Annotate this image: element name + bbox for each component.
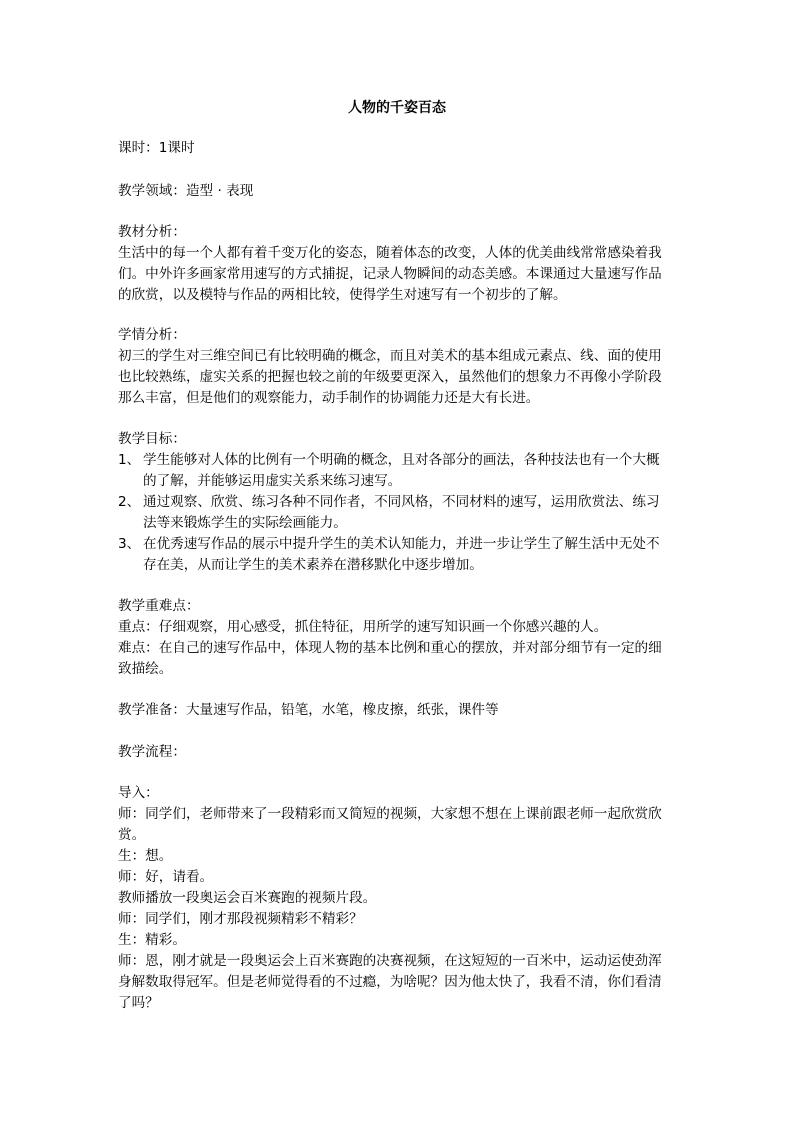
teaching-domain: 教学领域：造型 · 表现: [118, 183, 254, 199]
intro-line: 生：精彩。: [118, 932, 186, 948]
intro-heading: 导入：: [118, 785, 159, 801]
preparation-line: 教学准备：大量速写作品，铅笔，水笔，橡皮擦，纸张，课件等: [118, 702, 499, 718]
objective-line: 的了解，并能够运用虚实关系来练习速写。: [143, 473, 402, 489]
key-points-line: 难点：在自己的速写作品中，体现人物的基本比例和重心的摆放，并对部分细节有一定的细: [118, 640, 662, 656]
student-analysis-line: 也比较熟练，虚实关系的把握也较之前的年级要更深入，虽然他们的想象力不再像小学阶段: [118, 369, 662, 385]
objective-line: 学生能够对人体的比例有一个明确的概念，且对各部分的画法，各种技法也有一个大概: [143, 452, 660, 468]
objective-number: 1、: [118, 452, 141, 468]
textbook-analysis-line: 的欣赏，以及模特与作品的两相比较，使得学生对速写有一个初步的了解。: [118, 287, 567, 303]
objective-line: 法等来锻炼学生的实际绘画能力。: [143, 515, 347, 531]
intro-line: 生：想。: [118, 848, 173, 864]
key-points-line: 致描绘。: [118, 661, 173, 677]
process-heading: 教学流程：: [118, 744, 186, 760]
key-points-line: 重点：仔细观察，用心感受，抓住特征，用所学的速写知识画一个你感兴趣的人。: [118, 619, 608, 635]
intro-line: 教师播放一段奥运会百米赛跑的视频片段。: [118, 890, 377, 906]
intro-line: 身解数取得冠军。但是老师觉得看的不过瘾，为啥呢？因为他太快了，我看不清，你们看清: [118, 974, 662, 990]
document-title: 人物的千姿百态: [348, 100, 446, 116]
objective-line: 存在美，从而让学生的美术素养在潜移默化中逐步增加。: [143, 557, 483, 573]
textbook-analysis-heading: 教材分析：: [118, 224, 186, 240]
class-hours: 课时：1课时: [118, 140, 195, 156]
student-analysis-line: 那么丰富，但是他们的观察能力，动手制作的协调能力还是大有长进。: [118, 390, 540, 406]
student-analysis-line: 初三的学生对三维空间已有比较明确的概念，而且对美术的基本组成元素点、线、面的使用: [118, 348, 662, 364]
key-points-heading: 教学重难点：: [118, 598, 200, 614]
student-analysis-heading: 学情分析：: [118, 327, 186, 343]
objectives-heading: 教学目标：: [118, 431, 186, 447]
textbook-analysis-line: 生活中的每一个人都有着千变万化的姿态，随着体态的改变，人体的优美曲线常常感染着我: [118, 245, 662, 261]
objective-line: 在优秀速写作品的展示中提升学生的美术认知能力，并进一步让学生了解生活中无处不: [143, 536, 660, 552]
objective-number: 2、: [118, 494, 141, 510]
intro-line: 师：同学们，刚才那段视频精彩不精彩？: [118, 911, 363, 927]
intro-line: 了吗？: [118, 995, 159, 1011]
intro-line: 师：好，请看。: [118, 869, 214, 885]
intro-line: 赏。: [118, 827, 146, 843]
intro-line: 师：同学们，老师带来了一段精彩而又简短的视频，大家想不想在上课前跟老师一起欣赏欣: [118, 806, 662, 822]
intro-line: 师：恩，刚才就是一段奥运会上百米赛跑的决赛视频，在这短短的一百米中，运动运使劲浑: [118, 953, 662, 969]
textbook-analysis-line: 们。中外许多画家常用速写的方式捕捉，记录人物瞬间的动态美感。本课通过大量速写作品: [118, 266, 662, 282]
objective-line: 通过观察、欣赏、练习各种不同作者，不同风格，不同材料的速写，运用欣赏法、练习: [143, 494, 660, 510]
objective-number: 3、: [118, 536, 141, 552]
